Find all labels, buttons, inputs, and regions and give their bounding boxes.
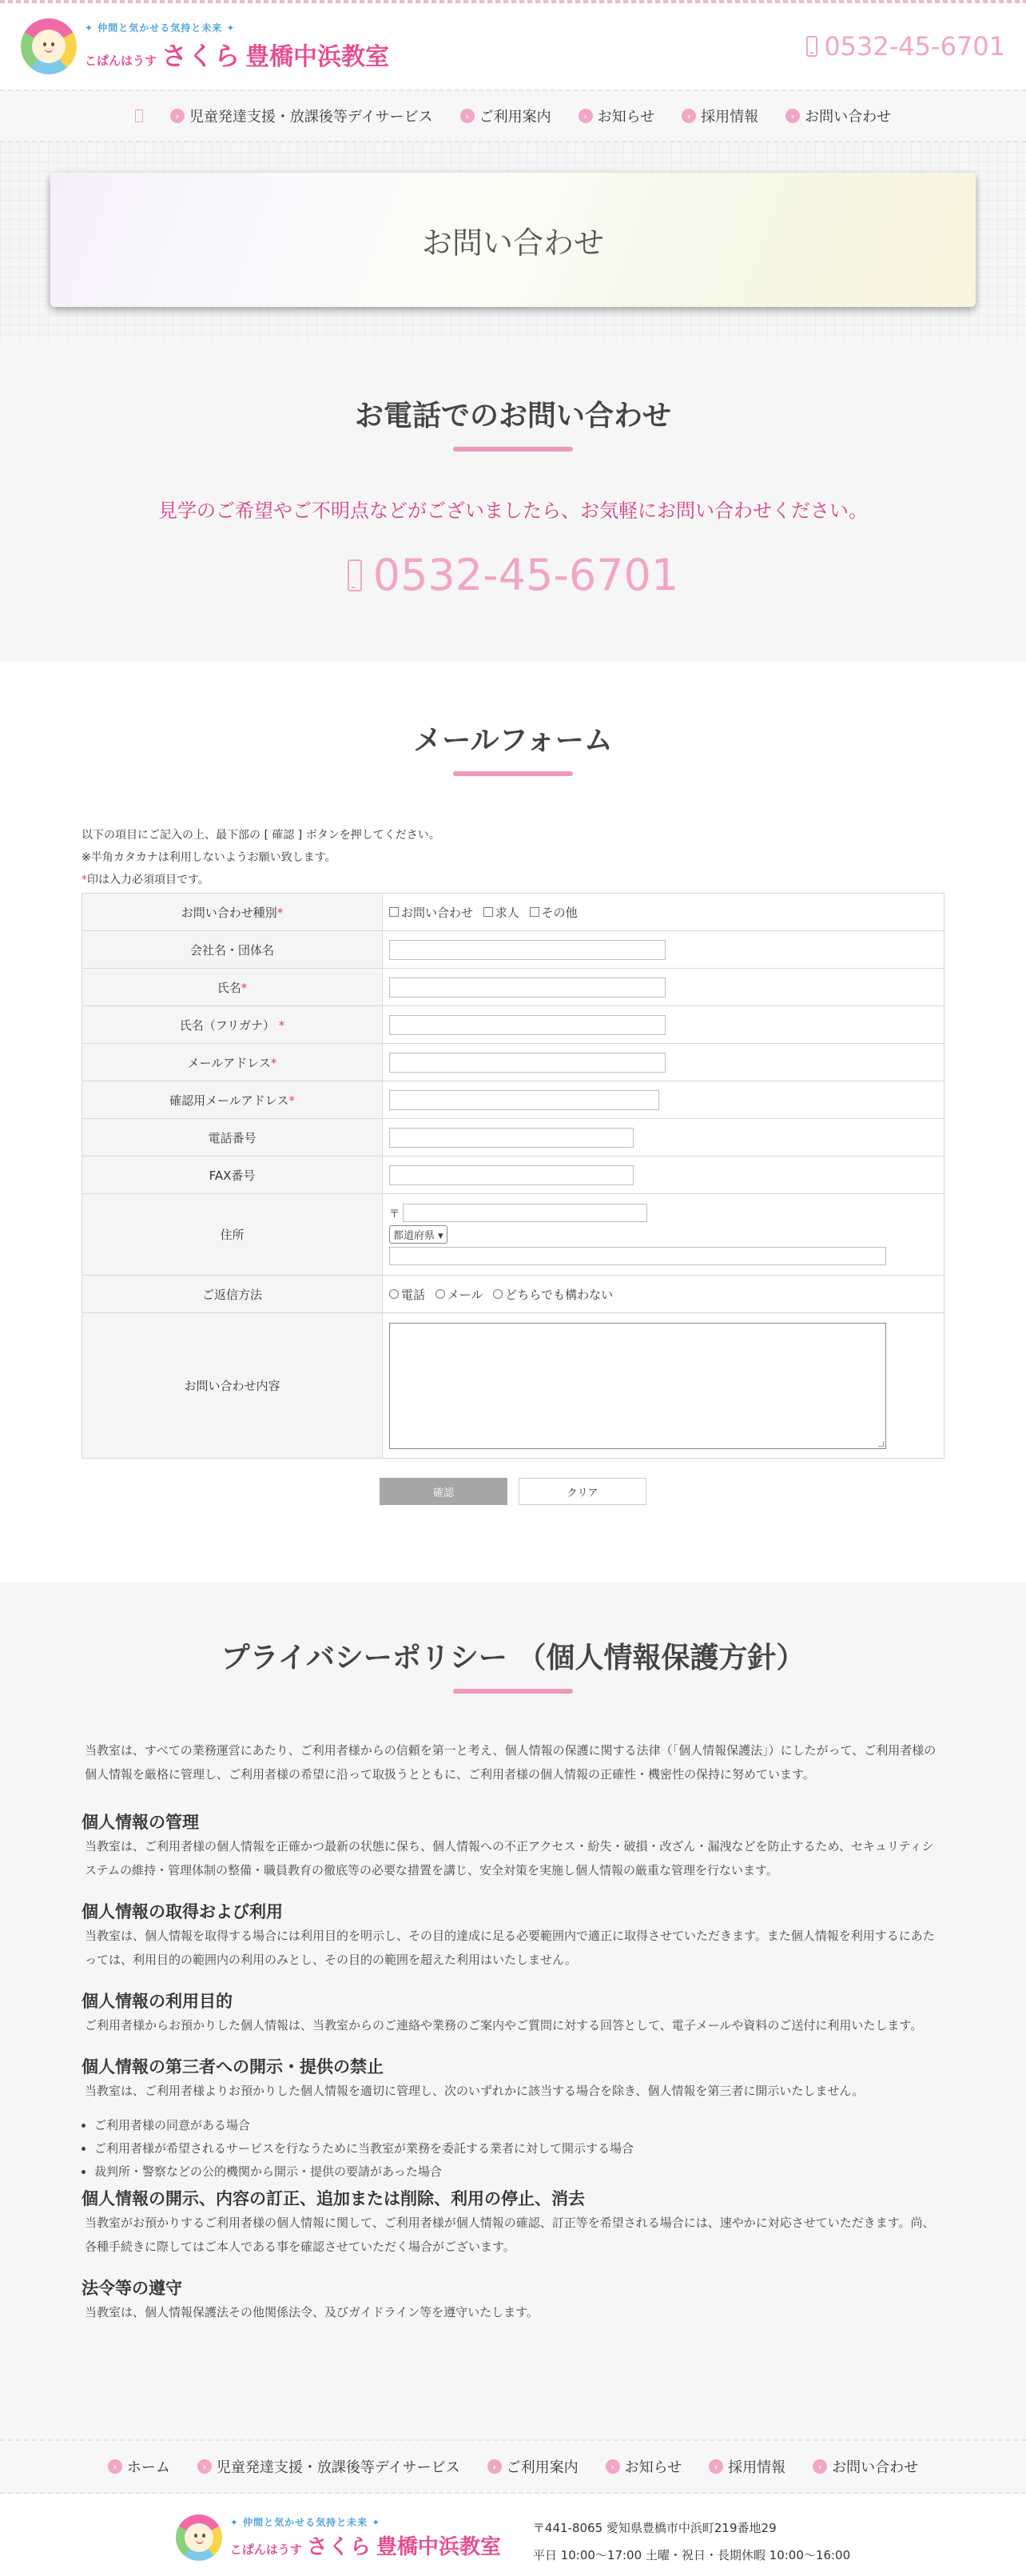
form-row-content: お問い合わせ内容 (82, 1313, 944, 1459)
chevron-right-icon: › (197, 2459, 212, 2474)
address-input[interactable] (389, 1247, 886, 1265)
fax-input[interactable] (389, 1165, 634, 1185)
footer-nav-contact[interactable]: › お問い合わせ (813, 2456, 918, 2477)
nav-recruit[interactable]: › 採用情報 (682, 106, 758, 126)
site-header (0, 3, 1026, 90)
name-input[interactable] (389, 977, 666, 997)
privacy-heading: 法令等の遵守 (82, 2279, 182, 2298)
footer-nav-guide[interactable]: › ご利用案内 (487, 2456, 579, 2477)
form-row-company: 会社名・団体名 (82, 931, 944, 969)
clear-button[interactable]: クリア (519, 1478, 646, 1505)
nav-home[interactable] (135, 109, 143, 122)
global-nav (0, 90, 1026, 142)
prefecture-select[interactable]: 都道府県 ▾ (389, 1225, 447, 1244)
company-input[interactable] (389, 940, 666, 960)
logo-sub: 豊橋中浜教室 (245, 42, 390, 71)
privacy-heading: 個人情報の管理 (82, 1813, 199, 1832)
chevron-right-icon: › (813, 2459, 827, 2474)
content-textarea[interactable] (389, 1323, 886, 1449)
form-row-type: お問い合わせ種別* お問い合わせ 求人 その他 (82, 894, 944, 931)
privacy-text: 当教室は、個人情報を取得する場合には利用目的を明示し、その目的達成に足る必要範囲内で適正に取得させていただきます。また個人情報を利用するにあたっては、利用目的の範囲内の利用のみとし、その目的の範囲を超えた利用はいたしません。 (85, 1929, 935, 1967)
zip-mark: 〒 (389, 1208, 400, 1220)
page-title: お問い合わせ (50, 173, 976, 307)
kana-input[interactable] (389, 1015, 666, 1035)
logo-tagline: ✦ 仲間と気かせる気持と未来 ✦ (229, 2517, 381, 2528)
footer-nav-news[interactable]: › お知らせ (606, 2456, 682, 2477)
form-row-reply: ご返信方法 電話 メール どちらでも構わない (82, 1276, 944, 1313)
phone-icon (348, 559, 362, 591)
logo-main: さくら (161, 40, 241, 71)
page-title-band (0, 142, 1026, 340)
footer-nav-home[interactable]: › ホーム (108, 2456, 170, 2477)
reply-radio-mail[interactable]: メール (435, 1286, 483, 1303)
type-checkbox-other[interactable]: その他 (530, 904, 578, 921)
zip-input[interactable] (403, 1204, 647, 1222)
logo-emblem-icon (176, 2514, 222, 2561)
privacy-title: プライバシーポリシー （個人情報保護方針） (221, 1642, 805, 1674)
footer-address (533, 2514, 850, 2569)
footer-nav-service[interactable]: › 児童発達支援・放課後等デイサービス (197, 2456, 460, 2477)
reply-radio-phone[interactable]: 電話 (389, 1286, 425, 1303)
nav-news[interactable]: › お知らせ (579, 106, 654, 126)
form-notes: 以下の項目にご記入の上、最下部の [ 確認 ] ボタンを押してください。 ※半角カタカナは利用しないようお願い致します。 *印は入力必須項目です。 (82, 829, 440, 886)
mail-form-section (0, 662, 1026, 1583)
privacy-text: 当教室がお預かりするご利用者様の個人情報に関して、ご利用者様が個人情報の確認、訂正等を希望される場合には、速やかに対応させていただきます。尚、各種手続きに際してはご本人である事を確認させていただく場合がございます。 (85, 2216, 935, 2254)
footer-nav (0, 2439, 1026, 2494)
logo-kana: こぱんはうす (229, 2542, 302, 2557)
email-confirm-input[interactable] (389, 1090, 659, 1110)
header-phone-link[interactable] (806, 31, 1005, 62)
chevron-right-icon: › (785, 109, 800, 123)
footer-logo[interactable] (176, 2514, 501, 2561)
privacy-heading: 個人情報の取得および利用 (82, 1902, 283, 1921)
form-row-tel: 電話番号 (82, 1119, 944, 1157)
form-row-email: メールアドレス* (82, 1044, 944, 1081)
address-text: 〒441-8065 愛知県豊橋市中浜町219番地29 (532, 2521, 777, 2535)
privacy-heading: 個人情報の第三者への開示・提供の禁止 (82, 2057, 384, 2076)
privacy-text: 当教室は、ご利用者様よりお預かりした個人情報を適切に管理し、次のいずれかに該当する場合を除き、個人情報を第三者に開示いたしません。 (85, 2084, 865, 2098)
confirm-button[interactable]: 確認 (380, 1478, 507, 1505)
privacy-text: ご利用者様からお預かりした個人情報は、当教室からのご連絡や業務のご案内やご質問に対する回答として、電子メールや資料のご送付に利用いたします。 (85, 2018, 923, 2033)
footer-nav-recruit[interactable]: › 採用情報 (709, 2456, 785, 2477)
site-footer (0, 2494, 1026, 2576)
form-row-fax: FAX番号 (82, 1157, 944, 1194)
form-row-address: 住所 〒 都道府県 ▾ (82, 1194, 944, 1276)
nav-service[interactable]: › 児童発達支援・放課後等デイサービス (170, 106, 433, 126)
chevron-right-icon: › (460, 109, 475, 123)
email-input[interactable] (389, 1053, 666, 1073)
type-checkbox-inquiry[interactable]: お問い合わせ (389, 904, 473, 921)
privacy-text: 当教室は、個人情報保護法その他関係法令、及びガイドライン等を遵守いたします。 (85, 2305, 539, 2319)
phone-contact-section (0, 340, 1026, 662)
chevron-right-icon: › (606, 2459, 620, 2474)
title-underline (453, 1689, 573, 1694)
logo-kana: こぱんはうす (85, 53, 157, 68)
title-underline (453, 447, 573, 452)
list-item: • ご利用者様の同意がある場合 (94, 2114, 944, 2137)
title-underline (453, 771, 573, 776)
privacy-list (82, 2114, 944, 2184)
chevron-right-icon: › (579, 109, 593, 123)
phone-icon (806, 36, 817, 57)
phone-section-title: お電話でのお問い合わせ (354, 400, 671, 432)
form-row-email-confirm: 確認用メールアドレス* (82, 1081, 944, 1119)
logo-emblem-icon (21, 18, 77, 74)
list-item: • 裁判所・警察などの公的機関から開示・提供の要請があった場合 (94, 2160, 944, 2184)
phone-number-link[interactable] (348, 550, 679, 600)
chevron-right-icon: › (170, 109, 185, 123)
chevron-right-icon: › (487, 2459, 502, 2474)
phone-number: 0532-45-6701 (372, 550, 679, 600)
privacy-heading: 個人情報の利用目的 (82, 1992, 233, 2011)
logo-tagline: ✦ 仲間と気かせる気持と未来 ✦ (85, 22, 236, 34)
phone-message: 見学のご希望やご不明点などがございましたら、お気軽にお問い合わせください。 (158, 500, 868, 522)
mail-form-title: メールフォーム (413, 724, 613, 757)
logo-sub: 豊橋中浜教室 (376, 2535, 501, 2559)
chevron-right-icon: › (709, 2459, 723, 2474)
reply-radio-either[interactable]: どちらでも構わない (493, 1286, 613, 1303)
form-row-name: 氏名* (82, 969, 944, 1006)
contact-form-table (82, 893, 944, 1459)
privacy-heading: 個人情報の開示、内容の訂正、追加または削除、利用の停止、消去 (82, 2189, 585, 2208)
logo-main: さくら (306, 2535, 372, 2559)
nav-guide[interactable]: › ご利用案内 (460, 106, 551, 126)
tel-input[interactable] (389, 1128, 634, 1148)
home-icon (135, 109, 143, 122)
list-item: • ご利用者様が希望されるサービスを行なうために当教室が業務を委託する業者に対して開示する場合 (94, 2137, 944, 2160)
site-logo[interactable] (21, 18, 389, 74)
privacy-text: 当教室は、ご利用者様の個人情報を正確かつ最新の状態に保ち、個人情報への不正アクセス・紛失・破損・改ざん・漏洩などを防止するため、セキュリティシステムの維持・管理体制の整備・職員教育の徹底等の必要な措置を講じ、安全対策を実施し個人情報の厳重な管理を行ないます。 (85, 1839, 934, 1877)
form-row-kana: 氏名（フリガナ） * (82, 1006, 944, 1044)
privacy-policy-section (0, 1583, 1026, 2439)
type-checkbox-job[interactable]: 求人 (483, 904, 519, 921)
chevron-right-icon: › (108, 2459, 122, 2474)
header-phone-number: 0532-45-6701 (824, 31, 1005, 62)
hours-text: 平日 10:00〜17:00 土曜・祝日・長期休暇 10:00〜16:00 (532, 2548, 851, 2562)
nav-contact[interactable]: › お問い合わせ (785, 106, 891, 126)
privacy-intro: 当教室は、すべての業務運営にあたり、ご利用者様からの信頼を第一と考え、個人情報の保護に関する法律（「個人情報保護法」）にしたがって、ご利用者様の個人情報を厳格に管理し、ご利用者様の希望に沿って取扱うとともに、ご利用者様の個人情報の正確性・機密性の保持に努めています。 (85, 1743, 937, 1782)
chevron-right-icon: › (682, 109, 696, 123)
